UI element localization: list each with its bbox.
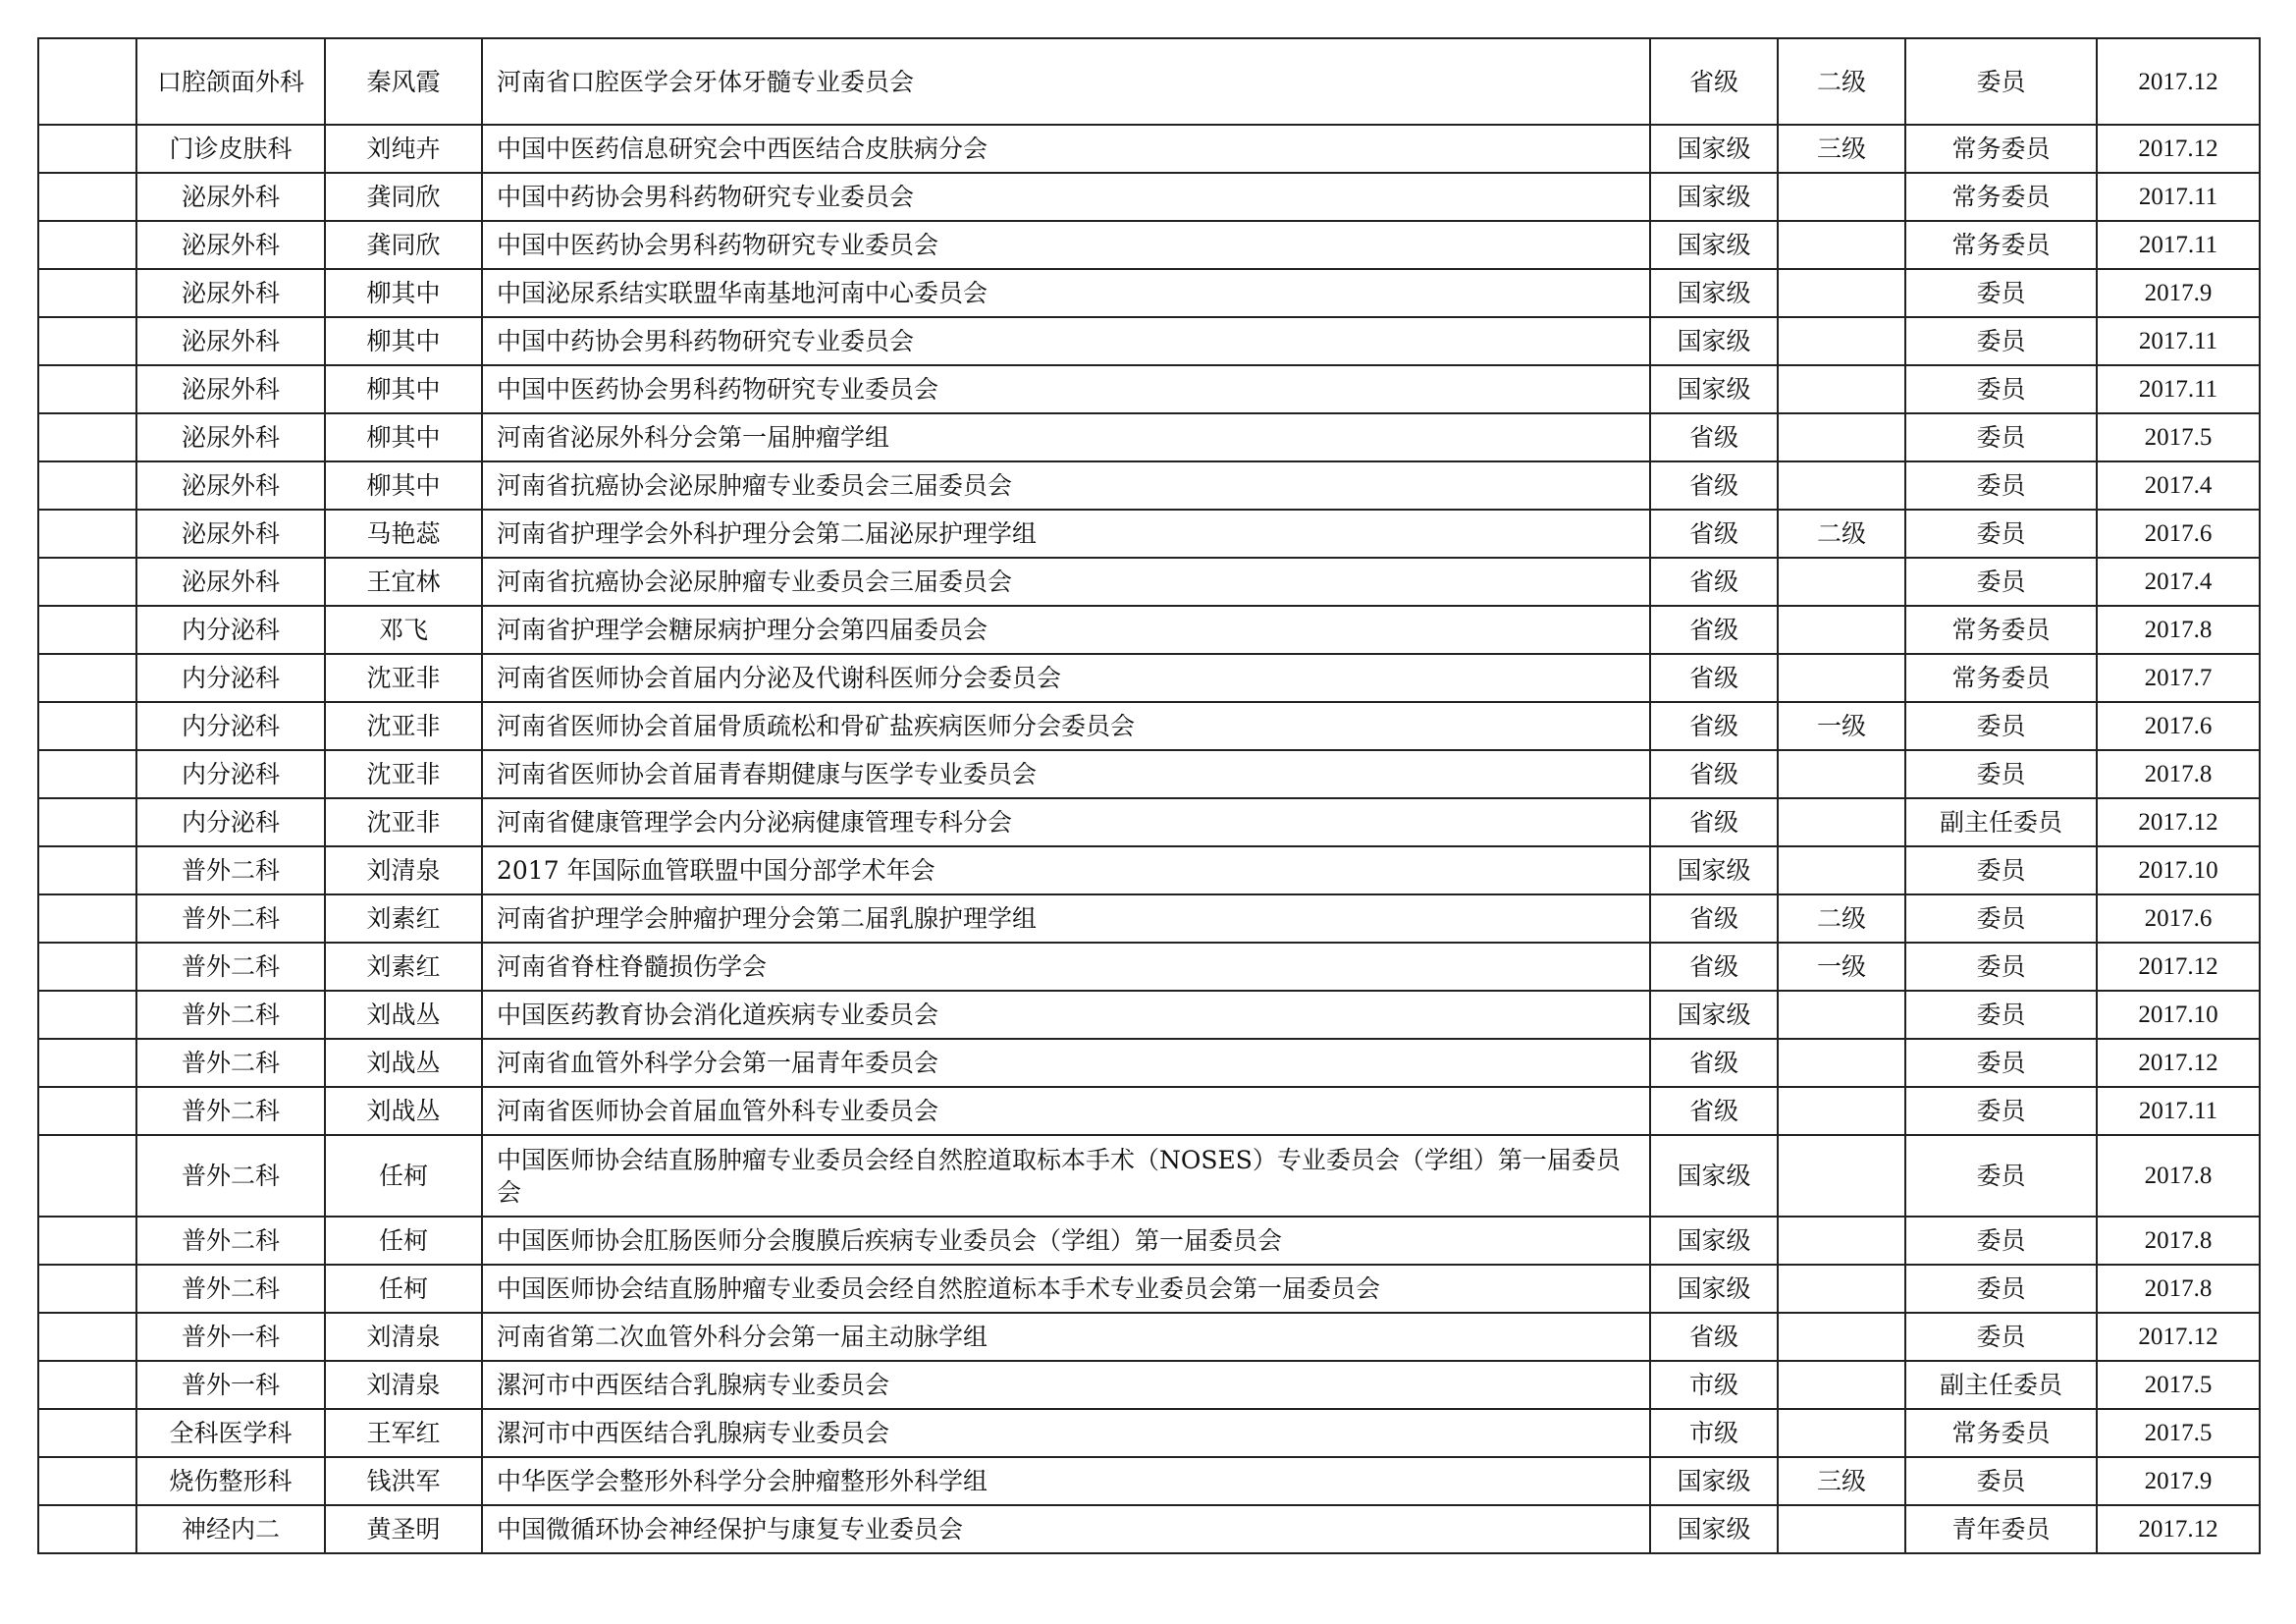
table-row <box>38 1217 2260 1265</box>
department-cell: 内分泌科 <box>136 702 325 750</box>
date-cell: 2017.6 <box>2097 510 2260 558</box>
table-row <box>38 1505 2260 1553</box>
table-row <box>38 1135 2260 1217</box>
role-cell: 委员 <box>1905 317 2097 365</box>
organization-cell: 中国医师协会肛肠医师分会腹膜后疾病专业委员会（学组）第一届委员会 <box>482 1217 1650 1265</box>
role-cell: 委员 <box>1905 38 2097 125</box>
level-cell: 省级 <box>1650 38 1778 125</box>
department-cell: 普外一科 <box>136 1361 325 1409</box>
department-cell: 普外一科 <box>136 1313 325 1361</box>
index-cell <box>38 943 136 991</box>
grade-cell <box>1778 1039 1905 1087</box>
level-cell: 市级 <box>1650 1409 1778 1457</box>
person-name-cell: 马艳蕊 <box>325 510 482 558</box>
grade-cell: 三级 <box>1778 125 1905 173</box>
index-cell <box>38 125 136 173</box>
person-name-cell: 沈亚非 <box>325 798 482 846</box>
level-cell: 国家级 <box>1650 1505 1778 1553</box>
role-cell: 常务委员 <box>1905 173 2097 221</box>
role-cell: 委员 <box>1905 1087 2097 1135</box>
table-row <box>38 846 2260 894</box>
table-row <box>38 413 2260 461</box>
level-cell: 省级 <box>1650 894 1778 943</box>
grade-cell: 二级 <box>1778 894 1905 943</box>
organization-cell: 中国中医药信息研究会中西医结合皮肤病分会 <box>482 125 1650 173</box>
level-cell: 省级 <box>1650 943 1778 991</box>
date-cell: 2017.4 <box>2097 558 2260 606</box>
role-cell: 委员 <box>1905 510 2097 558</box>
role-cell: 常务委员 <box>1905 1409 2097 1457</box>
index-cell <box>38 1265 136 1313</box>
date-cell: 2017.12 <box>2097 943 2260 991</box>
date-cell: 2017.11 <box>2097 173 2260 221</box>
department-cell: 泌尿外科 <box>136 269 325 317</box>
table-row <box>38 1313 2260 1361</box>
organization-cell: 河南省医师协会首届血管外科专业委员会 <box>482 1087 1650 1135</box>
date-cell: 2017.4 <box>2097 461 2260 510</box>
person-name-cell: 龚同欣 <box>325 221 482 269</box>
index-cell <box>38 365 136 413</box>
table-row <box>38 1361 2260 1409</box>
department-cell: 门诊皮肤科 <box>136 125 325 173</box>
person-name-cell: 刘清泉 <box>325 1361 482 1409</box>
organization-cell: 中国微循环协会神经保护与康复专业委员会 <box>482 1505 1650 1553</box>
level-cell: 省级 <box>1650 1039 1778 1087</box>
grade-cell <box>1778 365 1905 413</box>
organization-cell: 河南省护理学会糖尿病护理分会第四届委员会 <box>482 606 1650 654</box>
role-cell: 委员 <box>1905 365 2097 413</box>
date-cell: 2017.8 <box>2097 606 2260 654</box>
index-cell <box>38 1505 136 1553</box>
organization-cell: 河南省健康管理学会内分泌病健康管理专科分会 <box>482 798 1650 846</box>
level-cell: 国家级 <box>1650 991 1778 1039</box>
grade-cell <box>1778 413 1905 461</box>
role-cell: 委员 <box>1905 413 2097 461</box>
grade-cell <box>1778 1313 1905 1361</box>
role-cell: 副主任委员 <box>1905 798 2097 846</box>
person-name-cell: 王宜林 <box>325 558 482 606</box>
person-name-cell: 刘清泉 <box>325 1313 482 1361</box>
level-cell: 省级 <box>1650 1313 1778 1361</box>
level-cell: 国家级 <box>1650 221 1778 269</box>
person-name-cell: 黄圣明 <box>325 1505 482 1553</box>
level-cell: 省级 <box>1650 702 1778 750</box>
level-cell: 国家级 <box>1650 1135 1778 1217</box>
grade-cell <box>1778 991 1905 1039</box>
role-cell: 青年委员 <box>1905 1505 2097 1553</box>
grade-cell <box>1778 654 1905 702</box>
date-cell: 2017.6 <box>2097 702 2260 750</box>
date-cell: 2017.12 <box>2097 1313 2260 1361</box>
table-row <box>38 558 2260 606</box>
organization-cell: 中华医学会整形外科学分会肿瘤整形外科学组 <box>482 1457 1650 1505</box>
department-cell: 内分泌科 <box>136 798 325 846</box>
date-cell: 2017.11 <box>2097 1087 2260 1135</box>
grade-cell: 二级 <box>1778 510 1905 558</box>
date-cell: 2017.8 <box>2097 750 2260 798</box>
person-name-cell: 任柯 <box>325 1135 482 1217</box>
table-row <box>38 654 2260 702</box>
person-name-cell: 刘战丛 <box>325 991 482 1039</box>
organization-cell: 中国泌尿系结实联盟华南基地河南中心委员会 <box>482 269 1650 317</box>
table-row <box>38 991 2260 1039</box>
table-row <box>38 1409 2260 1457</box>
grade-cell <box>1778 750 1905 798</box>
level-cell: 省级 <box>1650 510 1778 558</box>
table-row <box>38 38 2260 125</box>
index-cell <box>38 1087 136 1135</box>
organization-cell: 2017 年国际血管联盟中国分部学术年会 <box>482 846 1650 894</box>
date-cell: 2017.5 <box>2097 413 2260 461</box>
organization-cell: 河南省护理学会外科护理分会第二届泌尿护理学组 <box>482 510 1650 558</box>
grade-cell <box>1778 1217 1905 1265</box>
organization-cell: 河南省泌尿外科分会第一届肿瘤学组 <box>482 413 1650 461</box>
table-row <box>38 702 2260 750</box>
department-cell: 普外二科 <box>136 1087 325 1135</box>
person-name-cell: 钱洪军 <box>325 1457 482 1505</box>
table-body <box>38 38 2260 1553</box>
organization-cell: 中国中医药协会男科药物研究专业委员会 <box>482 365 1650 413</box>
table-row <box>38 269 2260 317</box>
grade-cell <box>1778 1087 1905 1135</box>
role-cell: 委员 <box>1905 1457 2097 1505</box>
grade-cell <box>1778 558 1905 606</box>
grade-cell: 一级 <box>1778 943 1905 991</box>
organization-cell: 漯河市中西医结合乳腺病专业委员会 <box>482 1409 1650 1457</box>
department-cell: 普外二科 <box>136 1039 325 1087</box>
organization-cell: 河南省医师协会首届内分泌及代谢科医师分会委员会 <box>482 654 1650 702</box>
department-cell: 泌尿外科 <box>136 461 325 510</box>
index-cell <box>38 38 136 125</box>
level-cell: 市级 <box>1650 1361 1778 1409</box>
table-row <box>38 606 2260 654</box>
table-row <box>38 798 2260 846</box>
department-cell: 全科医学科 <box>136 1409 325 1457</box>
role-cell: 常务委员 <box>1905 654 2097 702</box>
table-row <box>38 943 2260 991</box>
table-row <box>38 894 2260 943</box>
person-name-cell: 沈亚非 <box>325 654 482 702</box>
department-cell: 普外二科 <box>136 846 325 894</box>
person-name-cell: 任柯 <box>325 1217 482 1265</box>
organization-cell: 中国医师协会结直肠肿瘤专业委员会经自然腔道标本手术专业委员会第一届委员会 <box>482 1265 1650 1313</box>
department-cell: 内分泌科 <box>136 606 325 654</box>
date-cell: 2017.12 <box>2097 1505 2260 1553</box>
department-cell: 普外二科 <box>136 943 325 991</box>
role-cell: 委员 <box>1905 269 2097 317</box>
date-cell: 2017.12 <box>2097 1039 2260 1087</box>
organization-cell: 漯河市中西医结合乳腺病专业委员会 <box>482 1361 1650 1409</box>
role-cell: 常务委员 <box>1905 221 2097 269</box>
department-cell: 泌尿外科 <box>136 221 325 269</box>
index-cell <box>38 1457 136 1505</box>
date-cell: 2017.10 <box>2097 991 2260 1039</box>
index-cell <box>38 606 136 654</box>
index-cell <box>38 269 136 317</box>
date-cell: 2017.5 <box>2097 1361 2260 1409</box>
person-name-cell: 秦风霞 <box>325 38 482 125</box>
index-cell <box>38 1039 136 1087</box>
level-cell: 省级 <box>1650 798 1778 846</box>
grade-cell <box>1778 317 1905 365</box>
department-cell: 泌尿外科 <box>136 558 325 606</box>
date-cell: 2017.10 <box>2097 846 2260 894</box>
organization-cell: 河南省脊柱脊髓损伤学会 <box>482 943 1650 991</box>
index-cell <box>38 413 136 461</box>
department-cell: 泌尿外科 <box>136 173 325 221</box>
person-name-cell: 沈亚非 <box>325 750 482 798</box>
role-cell: 委员 <box>1905 1217 2097 1265</box>
grade-cell <box>1778 269 1905 317</box>
department-cell: 普外二科 <box>136 1135 325 1217</box>
date-cell: 2017.8 <box>2097 1265 2260 1313</box>
department-cell: 普外二科 <box>136 1217 325 1265</box>
role-cell: 委员 <box>1905 894 2097 943</box>
index-cell <box>38 1217 136 1265</box>
grade-cell <box>1778 606 1905 654</box>
person-name-cell: 柳其中 <box>325 269 482 317</box>
grade-cell <box>1778 1409 1905 1457</box>
index-cell <box>38 894 136 943</box>
person-name-cell: 刘战丛 <box>325 1087 482 1135</box>
role-cell: 委员 <box>1905 558 2097 606</box>
role-cell: 委员 <box>1905 1039 2097 1087</box>
index-cell <box>38 991 136 1039</box>
index-cell <box>38 1135 136 1217</box>
table-row <box>38 317 2260 365</box>
organization-cell: 中国中药协会男科药物研究专业委员会 <box>482 173 1650 221</box>
department-cell: 口腔颌面外科 <box>136 38 325 125</box>
index-cell <box>38 1313 136 1361</box>
index-cell <box>38 846 136 894</box>
organization-cell: 河南省抗癌协会泌尿肿瘤专业委员会三届委员会 <box>482 461 1650 510</box>
role-cell: 委员 <box>1905 1135 2097 1217</box>
date-cell: 2017.7 <box>2097 654 2260 702</box>
department-cell: 泌尿外科 <box>136 317 325 365</box>
department-cell: 神经内二 <box>136 1505 325 1553</box>
department-cell: 内分泌科 <box>136 654 325 702</box>
organization-cell: 河南省医师协会首届青春期健康与医学专业委员会 <box>482 750 1650 798</box>
person-name-cell: 柳其中 <box>325 461 482 510</box>
date-cell: 2017.9 <box>2097 269 2260 317</box>
role-cell: 委员 <box>1905 1265 2097 1313</box>
person-name-cell: 柳其中 <box>325 365 482 413</box>
organization-cell: 河南省抗癌协会泌尿肿瘤专业委员会三届委员会 <box>482 558 1650 606</box>
role-cell: 常务委员 <box>1905 606 2097 654</box>
date-cell: 2017.12 <box>2097 125 2260 173</box>
organization-cell: 河南省血管外科学分会第一届青年委员会 <box>482 1039 1650 1087</box>
person-name-cell: 沈亚非 <box>325 702 482 750</box>
organization-cell: 河南省口腔医学会牙体牙髓专业委员会 <box>482 38 1650 125</box>
role-cell: 委员 <box>1905 461 2097 510</box>
index-cell <box>38 558 136 606</box>
grade-cell <box>1778 1135 1905 1217</box>
table-row <box>38 750 2260 798</box>
table-row <box>38 125 2260 173</box>
grade-cell: 一级 <box>1778 702 1905 750</box>
department-cell: 普外二科 <box>136 1265 325 1313</box>
department-cell: 内分泌科 <box>136 750 325 798</box>
table-row <box>38 1039 2260 1087</box>
department-cell: 烧伤整形科 <box>136 1457 325 1505</box>
level-cell: 省级 <box>1650 413 1778 461</box>
grade-cell <box>1778 461 1905 510</box>
level-cell: 国家级 <box>1650 1217 1778 1265</box>
date-cell: 2017.5 <box>2097 1409 2260 1457</box>
department-cell: 普外二科 <box>136 991 325 1039</box>
date-cell: 2017.12 <box>2097 798 2260 846</box>
index-cell <box>38 702 136 750</box>
table-row <box>38 461 2260 510</box>
index-cell <box>38 1361 136 1409</box>
organization-cell: 河南省医师协会首届骨质疏松和骨矿盐疾病医师分会委员会 <box>482 702 1650 750</box>
level-cell: 国家级 <box>1650 125 1778 173</box>
grade-cell <box>1778 798 1905 846</box>
department-cell: 普外二科 <box>136 894 325 943</box>
person-name-cell: 刘素红 <box>325 943 482 991</box>
index-cell <box>38 317 136 365</box>
grade-cell <box>1778 846 1905 894</box>
level-cell: 国家级 <box>1650 269 1778 317</box>
index-cell <box>38 221 136 269</box>
role-cell: 委员 <box>1905 846 2097 894</box>
person-name-cell: 柳其中 <box>325 317 482 365</box>
level-cell: 国家级 <box>1650 1265 1778 1313</box>
table-row <box>38 1265 2260 1313</box>
department-cell: 泌尿外科 <box>136 413 325 461</box>
level-cell: 省级 <box>1650 654 1778 702</box>
date-cell: 2017.8 <box>2097 1217 2260 1265</box>
level-cell: 省级 <box>1650 461 1778 510</box>
grade-cell: 三级 <box>1778 1457 1905 1505</box>
index-cell <box>38 461 136 510</box>
person-name-cell: 任柯 <box>325 1265 482 1313</box>
index-cell <box>38 173 136 221</box>
role-cell: 委员 <box>1905 702 2097 750</box>
table-row <box>38 510 2260 558</box>
organization-cell: 中国医师协会结直肠肿瘤专业委员会经自然腔道取标本手术（NOSES）专业委员会（学组）第一届委员会 <box>482 1135 1650 1217</box>
index-cell <box>38 654 136 702</box>
date-cell: 2017.11 <box>2097 221 2260 269</box>
date-cell: 2017.8 <box>2097 1135 2260 1217</box>
index-cell <box>38 798 136 846</box>
level-cell: 省级 <box>1650 558 1778 606</box>
level-cell: 国家级 <box>1650 846 1778 894</box>
organization-cell: 河南省护理学会肿瘤护理分会第二届乳腺护理学组 <box>482 894 1650 943</box>
date-cell: 2017.12 <box>2097 38 2260 125</box>
table-row <box>38 1087 2260 1135</box>
person-name-cell: 王军红 <box>325 1409 482 1457</box>
organization-cell: 中国中医药协会男科药物研究专业委员会 <box>482 221 1650 269</box>
level-cell: 国家级 <box>1650 1457 1778 1505</box>
level-cell: 省级 <box>1650 606 1778 654</box>
organization-cell: 中国中药协会男科药物研究专业委员会 <box>482 317 1650 365</box>
role-cell: 副主任委员 <box>1905 1361 2097 1409</box>
level-cell: 国家级 <box>1650 317 1778 365</box>
grade-cell <box>1778 1505 1905 1553</box>
person-name-cell: 刘战丛 <box>325 1039 482 1087</box>
department-cell: 泌尿外科 <box>136 365 325 413</box>
role-cell: 委员 <box>1905 943 2097 991</box>
level-cell: 国家级 <box>1650 365 1778 413</box>
role-cell: 常务委员 <box>1905 125 2097 173</box>
level-cell: 国家级 <box>1650 173 1778 221</box>
date-cell: 2017.11 <box>2097 365 2260 413</box>
organization-cell: 河南省第二次血管外科分会第一届主动脉学组 <box>482 1313 1650 1361</box>
grade-cell <box>1778 1361 1905 1409</box>
grade-cell <box>1778 221 1905 269</box>
level-cell: 省级 <box>1650 750 1778 798</box>
grade-cell <box>1778 173 1905 221</box>
role-cell: 委员 <box>1905 1313 2097 1361</box>
index-cell <box>38 1409 136 1457</box>
person-name-cell: 刘清泉 <box>325 846 482 894</box>
table-row <box>38 221 2260 269</box>
index-cell <box>38 510 136 558</box>
role-cell: 委员 <box>1905 750 2097 798</box>
department-cell: 泌尿外科 <box>136 510 325 558</box>
table-row <box>38 365 2260 413</box>
organization-cell: 中国医药教育协会消化道疾病专业委员会 <box>482 991 1650 1039</box>
index-cell <box>38 750 136 798</box>
date-cell: 2017.9 <box>2097 1457 2260 1505</box>
membership-table <box>37 37 2261 1554</box>
grade-cell: 二级 <box>1778 38 1905 125</box>
level-cell: 省级 <box>1650 1087 1778 1135</box>
person-name-cell: 龚同欣 <box>325 173 482 221</box>
role-cell: 委员 <box>1905 991 2097 1039</box>
grade-cell <box>1778 1265 1905 1313</box>
person-name-cell: 刘纯卉 <box>325 125 482 173</box>
date-cell: 2017.11 <box>2097 317 2260 365</box>
person-name-cell: 柳其中 <box>325 413 482 461</box>
table-row <box>38 1457 2260 1505</box>
person-name-cell: 邓飞 <box>325 606 482 654</box>
date-cell: 2017.6 <box>2097 894 2260 943</box>
table-row <box>38 173 2260 221</box>
person-name-cell: 刘素红 <box>325 894 482 943</box>
